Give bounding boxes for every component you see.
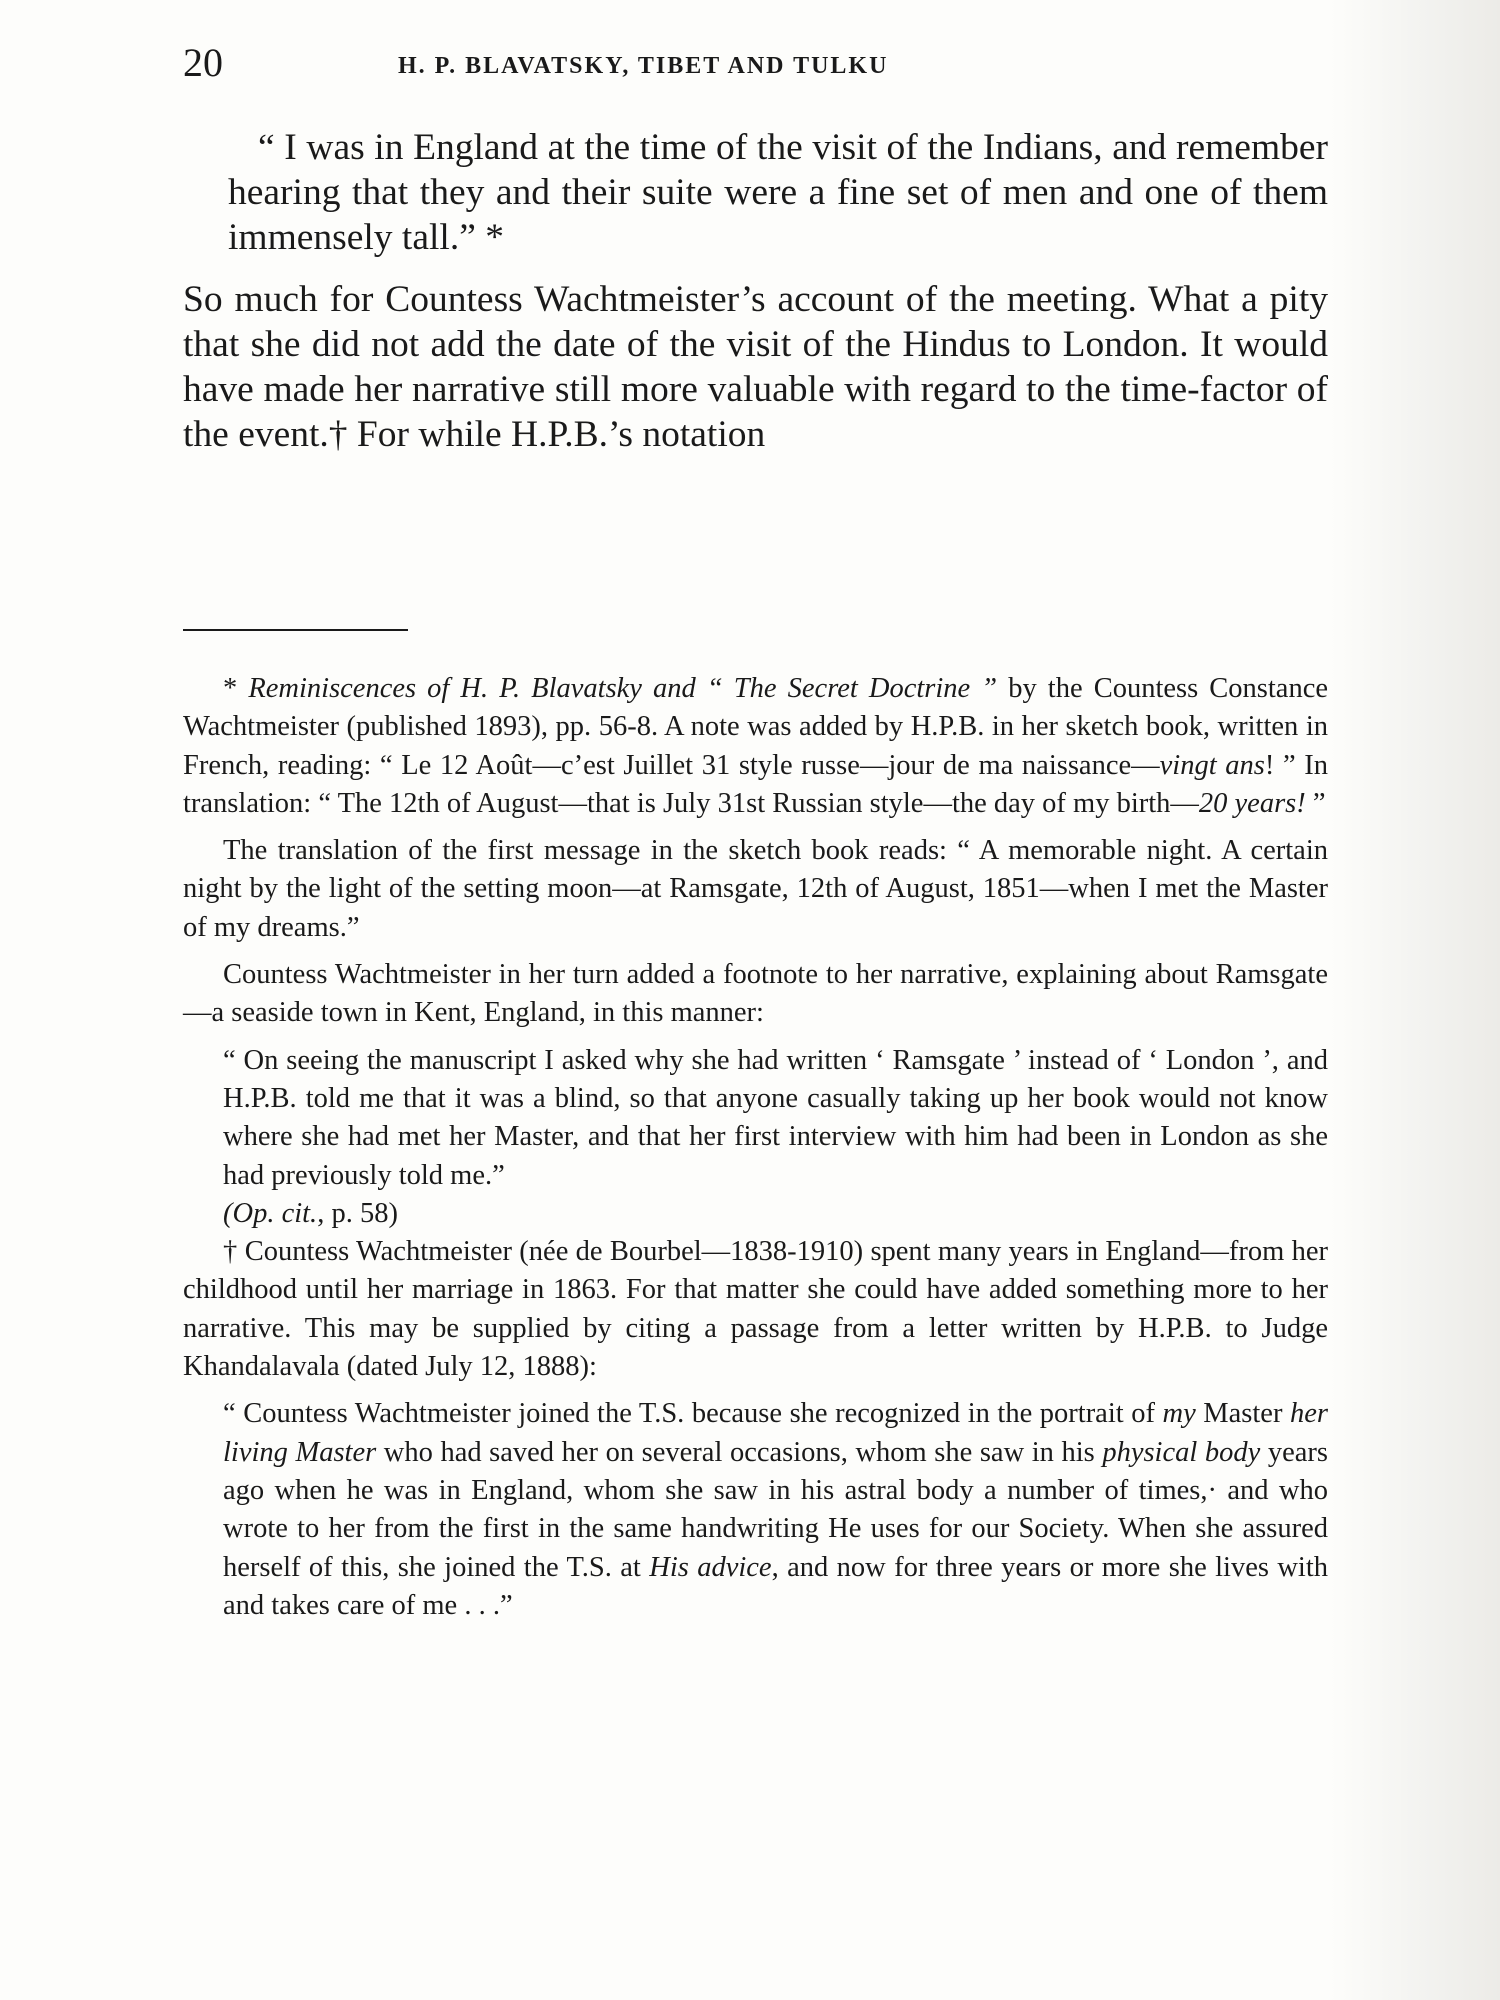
quote-text: who had saved her on several occasions, whom she saw in his: [376, 1436, 1103, 1468]
page-number: 20: [183, 40, 223, 85]
quote-text: years ago when he was in England, whom she saw in his astral body a number of times,· and who wrote to her from the first in the same handwriting He uses for our Society. When she assured herself of this, she joined the T.S. at: [223, 1436, 1328, 1583]
quote-text: “ On seeing the manuscript I asked why she had written ‘ Ramsgate ’ instead of ‘ London ’, and H.P.B. told me that it was a blind, so that anyone casually taking up her book would not know where she had met her Master, and that her first interview with him had been in London as she had previously told me.”: [223, 1044, 1328, 1191]
footnote-emphasis: 20 years!: [1198, 787, 1306, 819]
page-header: [183, 38, 1333, 88]
quote-emphasis: my: [1162, 1398, 1196, 1430]
footnote-text: ! ” In translation: “ The 12th of August—that is July 31st Russian style—the day of my birth—: [183, 749, 1328, 819]
footnote-quote-letter: [223, 1395, 1328, 1625]
main-quote: “ I was in England at the time of the visit of the Indians, and remember hearing that they and their suite were a fine set of men and one of them immensely tall.” *: [228, 127, 1328, 258]
quote-emphasis: her living Master: [223, 1398, 1328, 1468]
running-head: H. P. BLAVATSKY, TIBET AND TULKU: [398, 53, 889, 79]
footnote-dagger: † Countess Wachtmeister (née de Bourbel—1838-1910) spent many years in England—from her childhood until her marriage in 1863. For that matter she could have added something more to her narrative. This may be supplied by citing a passage from a letter written by H.P.B. to Judge Khandalavala (dated July 12, 1888):: [183, 1236, 1328, 1383]
footnote-divider: [183, 629, 408, 631]
page-shadow: [1330, 0, 1500, 2000]
citation: (Op. cit.: [223, 1197, 318, 1229]
quote-text: , and now for three years or more she lives with and takes care of me . . .”: [223, 1551, 1328, 1621]
quote-emphasis: physical body: [1102, 1436, 1261, 1468]
footnote-ramsgate: Countess Wachtmeister in her turn added a footnote to her narrative, explaining about Ramsgate—a seaside town in Kent, England, in this manner:: [183, 959, 1328, 1029]
footnote-translation: The translation of the first message in the sketch book reads: “ A memorable night. A certain night by the light of the setting moon—at Ramsgate, 12th of August, 1851—when I met the Master of my dreams.”: [183, 835, 1328, 943]
book-title: Reminiscences of H. P. Blavatsky and “ The Secret Doctrine ”: [248, 673, 998, 704]
citation-page: , p. 58): [317, 1197, 398, 1229]
footnote-marker: *: [223, 673, 249, 704]
footnote-emphasis: vingt ans: [1159, 749, 1265, 781]
main-text: [183, 125, 1328, 457]
footnote-quote-manuscript: [223, 1042, 1328, 1233]
quote-text: Master: [1195, 1398, 1290, 1430]
quote-text: “ Countess Wachtmeister joined the T.S. because she recognized in the portrait of: [223, 1398, 1163, 1430]
footnote-text: ”: [1305, 787, 1326, 819]
quote-emphasis: His advice: [649, 1551, 772, 1583]
footnote-text: by the Countess Constance Wachtmeister (published 1893), pp. 56-8. A note was added by H.P.B. in her sketch book, written in French, reading: “ Le 12 Août—c’est Juillet 31 style russe—jour de ma naissance—: [183, 673, 1329, 781]
footnotes: [183, 670, 1328, 1625]
footnote-star: [183, 670, 1328, 823]
main-paragraph: So much for Countess Wachtmeister’s account of the meeting. What a pity that she did not add the date of the visit of the Hindus to London. It would have made her narrative still more valuable with regard to the time-factor of the event.† For while H.P.B.’s notation: [183, 279, 1328, 455]
